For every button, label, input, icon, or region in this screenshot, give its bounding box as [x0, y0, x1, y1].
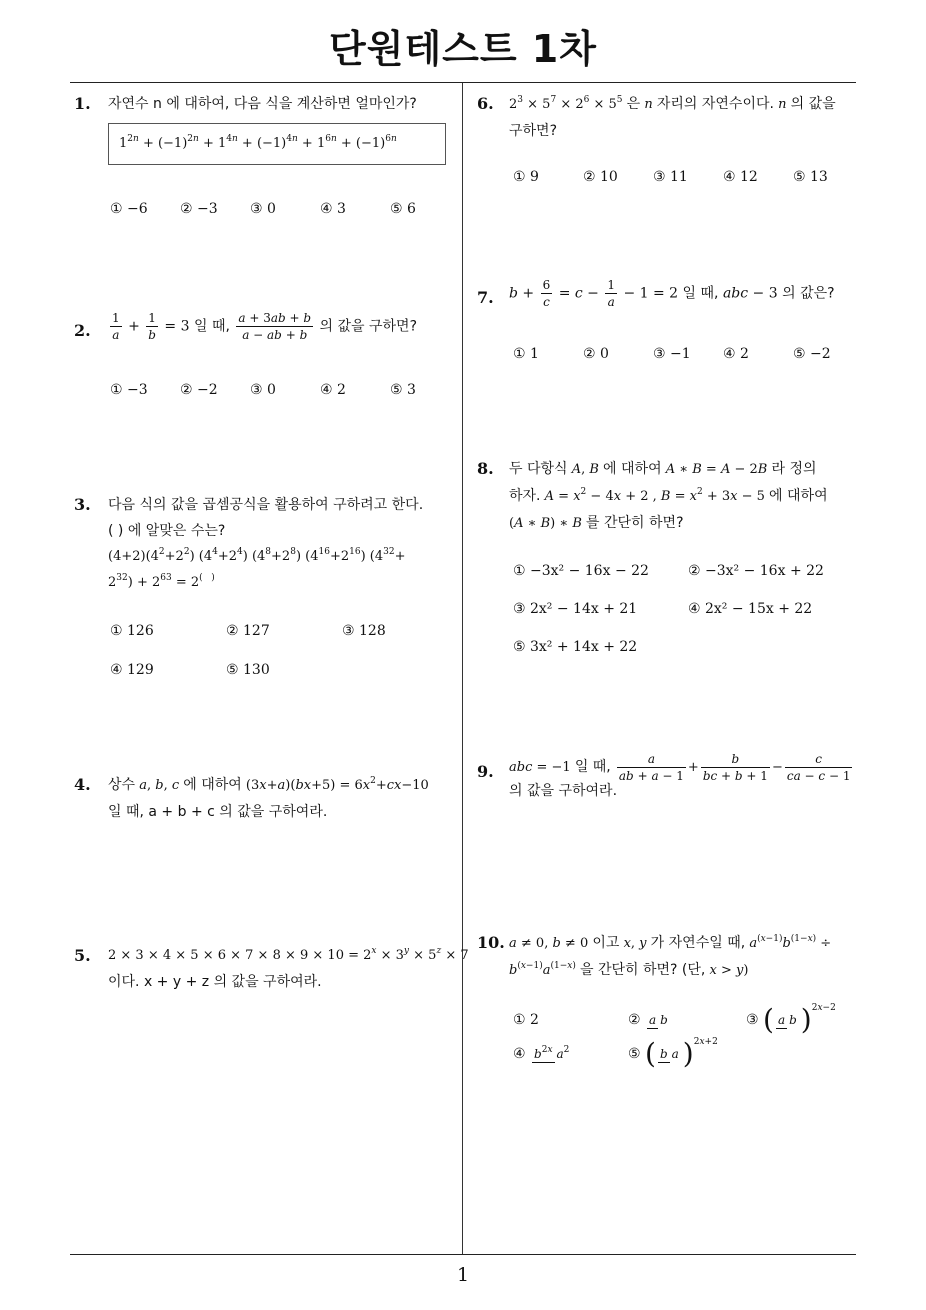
question-text: 자연수 n 에 대하여, 다음 식을 계산하면 얼마인가?: [108, 96, 417, 112]
question-number: 5.: [74, 946, 91, 965]
choice[interactable]: ③ 11: [653, 169, 688, 185]
choices-q6: [513, 169, 863, 185]
choice[interactable]: ④ $b^{2x}$ $a^2$: [513, 1044, 570, 1062]
question-text: ( ) 에 알맞은 수는?: [108, 523, 226, 539]
question-text: 의 값을 구하여라.: [509, 783, 618, 799]
question-text: 다음 식의 값을 곱셈공식을 활용하여 구하려고 한다.: [108, 497, 424, 513]
choice[interactable]: ② −2: [180, 382, 218, 398]
column-divider: [462, 83, 463, 1255]
choice[interactable]: ① 126: [110, 623, 154, 639]
question-number: 6.: [477, 94, 494, 113]
choice[interactable]: ① 9: [513, 169, 539, 185]
question-text: 이다. x + y + z 의 값을 구하여라.: [108, 974, 322, 990]
question-number: 9.: [477, 762, 494, 781]
bottom-rule: [70, 1254, 856, 1255]
choices-q2: [110, 382, 460, 398]
choice[interactable]: ① 1: [513, 346, 539, 362]
choice[interactable]: ④ 12: [723, 169, 758, 185]
choice[interactable]: ⑤ 3: [390, 382, 416, 398]
choice[interactable]: ② −3: [180, 201, 218, 217]
choice[interactable]: ② 127: [226, 623, 270, 639]
choices-q8: [513, 563, 863, 579]
choices-q8-row2: [513, 601, 863, 617]
fraction: $\frac{a + 3ab + b}{a - ab + b}$: [238, 311, 312, 342]
choice[interactable]: ③ −1: [653, 346, 691, 362]
expression: $2^{32}) + 2^{63} = 2^{( )}$: [108, 573, 215, 590]
choice[interactable]: ③ 0: [250, 201, 276, 217]
question-text: 의 값을 구하면?: [319, 318, 418, 335]
question-number: 10.: [477, 933, 505, 952]
choice[interactable]: ⑤ ( b a )$^{2x+2}$: [628, 1037, 718, 1070]
choice[interactable]: ③ 2x² − 14x + 21: [513, 601, 638, 617]
page-title: 단원테스트 1차: [329, 27, 597, 71]
top-rule: [70, 82, 856, 83]
choices-q8-row3: [513, 639, 688, 655]
question-text: 구하면?: [509, 123, 558, 139]
choice[interactable]: ⑤ 6: [390, 201, 416, 217]
choices-q7: [513, 346, 863, 362]
question-number: 1.: [74, 94, 91, 113]
choice[interactable]: ④ 3: [320, 201, 346, 217]
choice[interactable]: ① −6: [110, 201, 148, 217]
question-number: 8.: [477, 459, 494, 478]
choice[interactable]: ④ 129: [110, 662, 154, 678]
choice[interactable]: ④ 2: [320, 382, 346, 398]
question-text: 일 때, a + b + c 의 값을 구하여라.: [108, 804, 328, 820]
choice[interactable]: ① 2: [513, 1012, 539, 1028]
choice[interactable]: ③ 0: [250, 382, 276, 398]
choice[interactable]: ② a b: [628, 1012, 668, 1028]
choices-q1: [110, 201, 460, 217]
question-number: 4.: [74, 775, 91, 794]
choice[interactable]: ⑤ −2: [793, 346, 831, 362]
choice[interactable]: ① −3x² − 16x − 22: [513, 563, 649, 579]
choice[interactable]: ③ 128: [342, 623, 386, 639]
choice[interactable]: ⑤ 130: [226, 662, 270, 678]
choice[interactable]: ⑤ 13: [793, 169, 828, 185]
choice[interactable]: ③ ( a b )$^{2x-2}$: [746, 1003, 836, 1036]
choice[interactable]: ④ 2x² − 15x + 22: [688, 601, 813, 617]
choices-q3: [110, 623, 458, 639]
choices-q10: [513, 1003, 836, 1036]
choice[interactable]: ① −3: [110, 382, 148, 398]
choices-q10-row2: [513, 1037, 718, 1070]
choices-q3-row2: [110, 662, 342, 678]
choice[interactable]: ② 10: [583, 169, 618, 185]
question-number: 7.: [477, 288, 494, 307]
choice[interactable]: ⑤ 3x² + 14x + 22: [513, 639, 638, 655]
choice[interactable]: ② 0: [583, 346, 609, 362]
choice[interactable]: ④ 2: [723, 346, 749, 362]
expression-box: $1^{2n} + (-1)^{2n} + 1^{4n} + (-1)^{4n} + 1^{6n} + (-1)^{6n}$: [108, 123, 446, 165]
question-number: 3.: [74, 495, 91, 514]
choice[interactable]: ② −3x² − 16x + 22: [688, 563, 824, 579]
question-number: 2.: [74, 321, 91, 340]
page-number: 1: [456, 1264, 470, 1286]
expression: $(4+2)(4^2+2^2)$ $(4^4+2^4)$ $(4^8+2^8)$ $(4^{16}+2^{16})$ ($4^{32}+$: [108, 547, 406, 564]
